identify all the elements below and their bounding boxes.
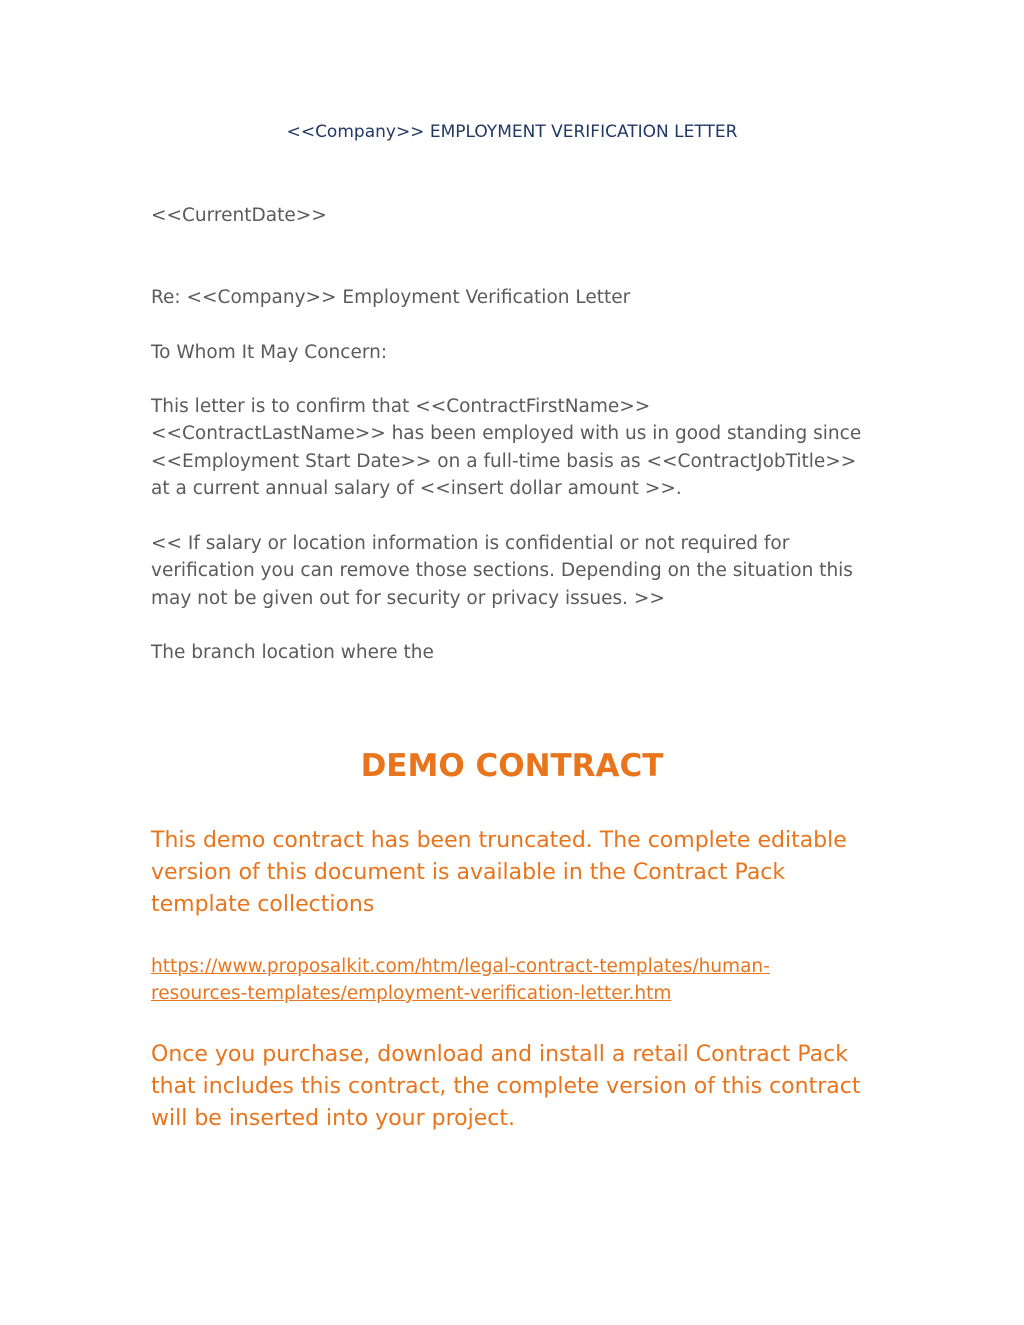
current-date: <<CurrentDate>> — [151, 205, 327, 226]
contract-pack-link-line-2: resources-templates/employment-verification-letter.htm — [151, 983, 672, 1004]
contract-pack-link-line-1: https://www.proposalkit.com/htm/legal-contract-templates/human- — [151, 956, 770, 977]
re-line: Re: <<Company>> Employment Verification Letter — [151, 287, 631, 308]
truncation-notice: This demo contract has been truncated. The complete editable version of this document is available in the Contract Pack template collections — [151, 828, 847, 917]
purchase-notice: Once you purchase, download and install a retail Contract Pack that includes this contract, the complete version of this contract will be inserted into your project. — [151, 1042, 861, 1131]
demo-contract-heading: DEMO CONTRACT — [360, 748, 664, 784]
branch-location-fragment: The branch location where the — [151, 642, 434, 663]
salutation: To Whom It May Concern: — [151, 342, 388, 363]
confidentiality-note: << If salary or location information is confidential or not required for verification you can remove those sections. Depending on the situation this may not be given out for security or privacy issues. >> — [151, 533, 853, 609]
letter-title: <<Company>> EMPLOYMENT VERIFICATION LETTER — [286, 122, 738, 142]
contract-pack-link[interactable] — [151, 953, 831, 1007]
confirmation-paragraph: This letter is to confirm that <<ContractFirstName>> <<ContractLastName>> has been employed with us in good standing since <<Employment Start Date>> on a full-time basis as <<ContractJobTitle>> at a current annual salary of <<insert dollar amount >>. — [151, 396, 862, 499]
